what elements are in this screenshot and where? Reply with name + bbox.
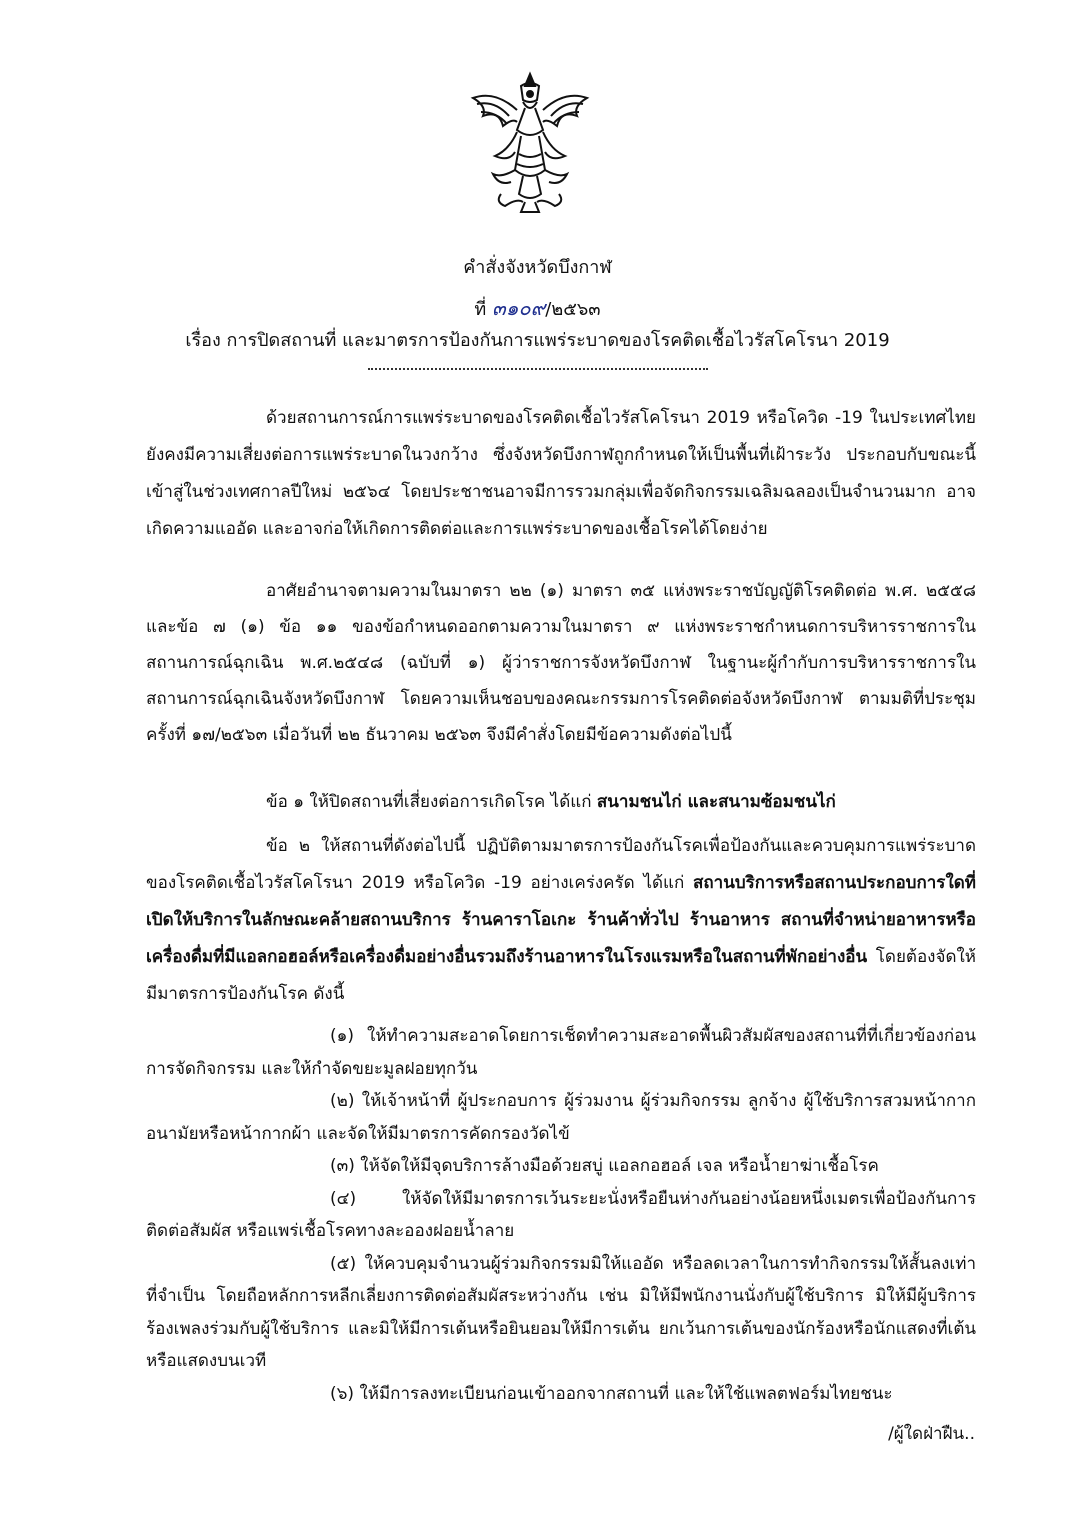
measure-item: (๔) ให้จัดให้มีมาตรการเว้นระยะนั่งหรือยืนห่างกันอย่างน้อยหนึ่งเมตรเพื่อป้องกันการติดต่อสัมผัส หรือแพร่เชื้อโรคทางละอองฝอยน้ำลาย: [146, 1188, 976, 1241]
handwritten-number: ๓๑๐๙: [492, 296, 546, 320]
order-subject: เรื่อง การปิดสถานที่ และมาตรการป้องกันการแพร่ระบาดของโรคติดเชื้อไวรัสโคโรนา 2019: [185, 330, 890, 351]
measures-list: [146, 1020, 976, 1410]
measure-item: (๓) ให้จัดให้มีจุดบริการล้างมือด้วยสบู่ แอลกอฮอล์ เจล หรือน้ำยาฆ่าเชื้อโรค: [330, 1156, 879, 1176]
dotted-divider: [368, 368, 708, 370]
number-prefix: ที่: [474, 299, 487, 320]
clause-2-bold: สถานบริการหรือสถานประกอบการใดที่เปิดให้บริการในลักษณะคล้ายสถานบริการ ร้านคาราโอเกะ ร้านค้าทั่วไป ร้านอาหาร สถานที่จำหน่ายอาหารหรือเครื่องดื่มที่มีแอลกอฮอล์หรือเครื่องดื่มอย่างอื่นรวมถึงร้านอาหารในโรงแรมหรือในสถานที่พักอย่างอื่น: [146, 873, 976, 967]
clause-1-text: ข้อ ๑ ให้ปิดสถานที่เสี่ยงต่อการเกิดโรค ได้แก่: [266, 792, 597, 812]
number-year: /๒๕๖๓: [545, 299, 601, 320]
garuda-emblem: [465, 70, 595, 215]
continuation-note: /ผู้ใดฝ่าฝืน..: [888, 1424, 975, 1444]
clause-2-tail: โดยต้องจัดให้มีมาตรการป้องกันโรค ดังนี้: [146, 947, 976, 1004]
paragraph-background: ด้วยสถานการณ์การแพร่ระบาดของโรคติดเชื้อไวรัสโคโรนา 2019 หรือโควิด -19 ในประเทศไทยยังคงมีความเสี่ยงต่อการแพร่ระบาดในวงกว้าง ซึ่งจังหวัดบึงกาฬถูกกำหนดให้เป็นพื้นที่เฝ้าระวัง ประกอบกับขณะนี้เข้าสู่ในช่วงเทศกาลปีใหม่ ๒๕๖๔ โดยประชาชนอาจมีการรวมกลุ่มเพื่อจัดกิจกรรมเฉลิมฉลองเป็นจำนวนมาก อาจเกิดความแออัด และอาจก่อให้เกิดการติดต่อและการแพร่ระบาดของเชื้อโรคได้โดยง่าย: [146, 408, 976, 539]
measure-item: (๖) ให้มีการลงทะเบียนก่อนเข้าออกจากสถานที่ และให้ใช้แพลตฟอร์มไทยชนะ: [330, 1383, 893, 1404]
clause-1-bold: สนามชนไก่ และสนามซ้อมชนไก่: [596, 792, 836, 812]
measure-item: (๒) ให้เจ้าหน้าที่ ผู้ประกอบการ ผู้ร่วมงาน ผู้ร่วมกิจกรรม ลูกจ้าง ผู้ใช้บริการสวมหน้ากากอนามัยหรือหน้ากากผ้า และจัดให้มีมาตรการคัดกรองวัดไข้: [146, 1091, 976, 1144]
measure-item: (๕) ให้ควบคุมจำนวนผู้ร่วมกิจกรรมมิให้แออัด หรือลดเวลาในการทำกิจกรรมให้สั้นลงเท่าที่จำเป็น โดยถือหลักการหลีกเลี่ยงการติดต่อสัมผัสระหว่างกัน เช่น มิให้มีพนักงานนั่งกับผู้ใช้บริการ มิให้มีผู้บริการร้องเพลงร่วมกับผู้ใช้บริการ และมิให้มีการเต้นหรือยินยอมให้มีการเต้น ยกเว้นการเต้นของนักร้องหรือนักแสดงที่เต้นหรือแสดงบนเวที: [146, 1253, 976, 1371]
order-number: [0, 292, 1075, 324]
clause-2: [146, 828, 976, 1013]
clause-2-text: ข้อ ๒ ให้สถานที่ดังต่อไปนี้ ปฏิบัติตามมาตรการป้องกันโรคเพื่อป้องกันและควบคุมการแพร่ระบาดของโรคติดเชื้อไวรัสโคโรนา 2019 หรือโควิด -19 อย่างเคร่งครัด ได้แก่: [146, 836, 976, 893]
measure-item: (๑) ให้ทำความสะอาดโดยการเช็ดทำความสะอาดพื้นผิวสัมผัสของสถานที่ที่เกี่ยวข้องก่อนการจัดกิจกรรม และให้กำจัดขยะมูลฝอยทุกวัน: [146, 1026, 976, 1079]
clause-1: [146, 784, 976, 821]
order-title: คำสั่งจังหวัดบึงกาฬ: [463, 257, 612, 278]
paragraph-authority: อาศัยอำนาจตามความในมาตรา ๒๒ (๑) มาตรา ๓๕ แห่งพระราชบัญญัติโรคติดต่อ พ.ศ. ๒๕๕๘ และข้อ ๗ (๑) ข้อ ๑๑ ของข้อกำหนดออกตามความในมาตรา ๙ แห่งพระราชกำหนดการบริหารราชการในสถานการณ์ฉุกเฉิน พ.ศ.๒๕๔๘ (ฉบับที่ ๑) ผู้ว่าราชการจังหวัดบึงกาฬ ในฐานะผู้กำกับการบริหารราชการในสถานการณ์ฉุกเฉินจังหวัดบึงกาฬ โดยความเห็นชอบของคณะกรรมการโรคติดต่อจังหวัดบึงกาฬ ตามมติที่ประชุม ครั้งที่ ๑๗/๒๕๖๓ เมื่อวันที่ ๒๒ ธันวาคม ๒๕๖๓ จึงมีคำสั่งโดยมีข้อความดังต่อไปนี้: [146, 581, 976, 745]
